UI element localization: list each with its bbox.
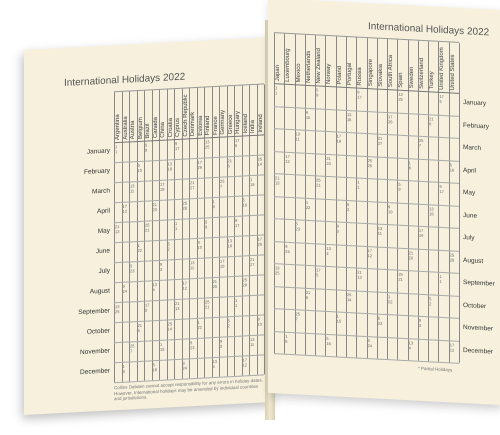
holiday-date-entry: 5 9 (205, 219, 208, 230)
left-page-title: International Holidays 2022 (64, 71, 186, 89)
month-label: February (83, 167, 110, 176)
country-header: Czech Republic (182, 94, 189, 137)
country-header: Hungary (235, 110, 241, 134)
month-label: January (463, 99, 487, 108)
holiday-date-entry: 5 23 (377, 315, 383, 326)
holiday-date-entry: 21 6 (227, 158, 232, 169)
holiday-date-entry: 5 16 (152, 362, 157, 373)
country-header: Poland (336, 65, 343, 85)
holiday-date-entry: 9 17 (357, 89, 362, 100)
right-page-title: International Holidays 2022 (368, 21, 490, 39)
country-header: Greece (227, 114, 234, 135)
country-header: Canada (152, 116, 159, 139)
holiday-date-entry: 17 19 (220, 258, 225, 269)
month-label: April (96, 207, 110, 216)
country-header: Cyprus (175, 117, 181, 138)
holiday-date-entry: 17 12 (449, 341, 455, 353)
holiday-date-entry: 9 24 (122, 283, 127, 294)
month-label: September (463, 279, 495, 288)
holiday-date-entry: 1 15 (160, 341, 165, 352)
month-label: October (463, 301, 487, 311)
country-header: New Zealand (316, 48, 323, 84)
month-label: November (80, 347, 110, 357)
month-label: April (463, 166, 477, 175)
holiday-date-entry: 1 1 (357, 179, 360, 190)
month-label: June (463, 211, 478, 220)
holiday-date-entry: 17 5 (439, 93, 444, 104)
country-header: Croatia (167, 117, 174, 138)
month-label: January (86, 147, 110, 156)
holiday-date-entry: 21 13 (175, 300, 180, 312)
right-holiday-grid (274, 32, 459, 363)
country-header: Norway (326, 63, 333, 85)
country-header: China (160, 121, 166, 138)
holiday-date-entry: 25 21 (205, 299, 210, 310)
country-header: Estonia (197, 115, 204, 136)
holiday-date-entry: 13 11 (190, 260, 195, 271)
holiday-date-entry: 17 12 (367, 247, 372, 258)
holiday-date-entry: 25 14 (167, 321, 172, 332)
holiday-date-entry: 9 3 (220, 338, 223, 349)
holiday-date-entry: 21 13 (115, 223, 120, 235)
holiday-date-entry: 5 16 (242, 197, 247, 208)
country-header: Turkey (429, 71, 436, 90)
right-footnote: * Partial Holidays (418, 365, 453, 373)
holiday-date-entry: 1 1 (235, 297, 238, 308)
holiday-date-entry: 21 27 (190, 180, 195, 191)
month-label: August (89, 287, 110, 296)
month-label: May (97, 227, 110, 236)
holiday-date-entry: 17 5 (316, 267, 321, 278)
holiday-date-entry: 1 8 (212, 199, 215, 210)
holiday-date-entry: 21 6 (305, 289, 311, 300)
holiday-date-entry: 21 20 (408, 249, 414, 260)
holiday-date-entry: 5 2 (227, 318, 230, 329)
holiday-date-entry: 17 19 (160, 181, 165, 192)
holiday-date-entry: 13 4 (212, 358, 217, 370)
holiday-date-entry: 13 25 (398, 91, 403, 102)
holiday-date-entry: 21 20 (326, 155, 331, 166)
holiday-date-entry: 9 10 (388, 203, 393, 214)
holiday-date-entry: 5 9 (316, 87, 319, 98)
holiday-date-entry: 13 4 (326, 245, 331, 256)
holiday-date-entry: 13 18 (227, 238, 232, 249)
holiday-date-entry: 25 14 (346, 291, 352, 302)
country-header: Mexico (295, 63, 302, 83)
country-header: United Kingdom (439, 47, 446, 91)
country-header: India (250, 119, 256, 134)
holiday-date-entry: 5 2 (429, 295, 432, 306)
holiday-date-entry: 5 16 (449, 161, 455, 173)
holiday-date-entry: 1 1 (275, 85, 278, 96)
holiday-date-entry: 5 2 (167, 241, 170, 252)
holiday-date-entry: 5 9 (398, 181, 401, 192)
holiday-date-entry: 17 26 (257, 236, 262, 247)
holiday-date-entry: 1 8 (285, 333, 288, 344)
holiday-date-entry: 25 14 (257, 156, 262, 167)
holiday-date-entry: 21 27 (250, 256, 255, 268)
country-header: Austria (130, 120, 136, 140)
holiday-date-entry: 9 3 (160, 261, 163, 272)
country-header: Portugal (346, 62, 353, 86)
holiday-date-entry: 5 16 (326, 335, 331, 346)
holiday-date-entry: 9 3 (336, 223, 339, 234)
country-header: Ireland (257, 114, 264, 133)
holiday-date-entry: 21 20 (152, 202, 157, 213)
holiday-date-entry: 17 19 (336, 133, 342, 144)
country-header: France (212, 116, 219, 136)
country-header: Denmark (190, 111, 196, 137)
holiday-date-entry: 25 21 (316, 177, 321, 188)
left-footnote: Collins Debden cannot accept responsibility for any errors in holiday dates. However, International holidays may be amended by individual countries and jurisdictions. (114, 377, 263, 402)
holiday-date-entry: 17 5 (145, 302, 150, 313)
holiday-date-entry: 9 10 (305, 109, 311, 120)
holiday-date-entry: 25 7 (130, 343, 135, 354)
holiday-date-entry: 9 24 (285, 243, 290, 254)
holiday-date-entry: 21 6 (429, 115, 434, 126)
holiday-date-entry: 9 10 (137, 162, 142, 174)
holiday-date-entry: 1 1 (115, 144, 118, 155)
holiday-date-entry: 25 7 (295, 311, 300, 322)
month-label: March (91, 187, 110, 196)
holiday-date-entry: 9 17 (235, 217, 240, 228)
holiday-date-entry: 25 7 (220, 178, 225, 189)
country-header: Luxembourg (285, 48, 292, 83)
holiday-date-entry: 21 20 (212, 278, 217, 290)
holiday-date-entry: 25 28 (182, 200, 187, 211)
country-header: Russia (357, 67, 364, 86)
holiday-date-entry: 13 11 (377, 225, 383, 236)
holiday-date-entry: 13 18 (167, 161, 172, 172)
country-header: Iceland (242, 113, 249, 134)
holiday-date-entry: 25 28 (449, 251, 455, 263)
month-label: June (95, 247, 110, 256)
holiday-date-entry: 1 8 (408, 159, 411, 170)
holiday-date-entry: 9 10 (197, 239, 202, 250)
holiday-date-entry: 13 25 (205, 139, 210, 150)
country-header: Switzerland (418, 57, 425, 90)
holiday-date-entry: 17 12 (182, 280, 187, 291)
holiday-date-entry: 5 23 (130, 263, 135, 274)
month-label: March (463, 144, 482, 153)
holiday-date-entry: 13 11 (295, 131, 300, 142)
month-label: August (463, 256, 484, 265)
holiday-date-entry: 13 25 (275, 265, 280, 276)
left-page (24, 37, 274, 415)
right-page (268, 0, 500, 405)
month-label: October (86, 327, 110, 336)
country-header: Brazil (145, 123, 151, 139)
holiday-date-entry: 25 21 (145, 222, 150, 233)
holiday-date-entry: 21 13 (275, 175, 280, 186)
holiday-date-entry: 9 10 (257, 316, 262, 327)
country-header: Singapore (367, 58, 374, 87)
holiday-date-entry: 17 19 (418, 227, 424, 238)
holiday-date-entry: 13 4 (408, 339, 414, 350)
country-header: Argentina (115, 114, 121, 141)
country-header: Finland (205, 115, 211, 136)
holiday-date-entry: 17 12 (242, 357, 247, 368)
holiday-date-entry: 17 12 (285, 153, 290, 164)
country-header: Sweden (408, 66, 415, 89)
holiday-date-entry: 1 1 (439, 273, 442, 284)
holiday-date-entry: 1 8 (122, 363, 125, 374)
country-header: Australia (122, 116, 129, 140)
holiday-date-entry: 13 4 (152, 282, 157, 293)
month-label: December (80, 367, 110, 377)
country-header: South Africa (388, 54, 395, 88)
left-holiday-grid (114, 83, 264, 382)
holiday-date-entry: 13 25 (115, 303, 120, 315)
month-label: December (463, 346, 493, 356)
country-header: Spain (398, 72, 405, 88)
holiday-date-entry: 13 18 (429, 205, 434, 217)
month-label: May (463, 189, 476, 197)
holiday-date-entry: 21 27 (377, 135, 383, 146)
holiday-date-entry: 9 3 (418, 317, 422, 328)
holiday-date-entry: 13 11 (250, 336, 255, 348)
holiday-date-entry: 25 28 (242, 277, 247, 288)
holiday-date-entry: 9 17 (439, 183, 444, 195)
holiday-date-entry: 17 26 (197, 159, 202, 170)
holiday-date-entry: 1 22 (137, 242, 142, 254)
holiday-date-entry: 17 5 (235, 137, 240, 148)
month-label: February (463, 121, 490, 131)
holiday-date-entry: 5 23 (190, 340, 195, 351)
holiday-date-entry: 25 21 (398, 271, 403, 282)
holiday-date-entry: 25 7 (418, 137, 424, 148)
holiday-date-entry: 9 24 (367, 337, 372, 348)
holiday-date-entry: 21 6 (137, 322, 142, 334)
holiday-date-entry: 1 22 (388, 293, 393, 304)
month-label: July (463, 234, 475, 242)
month-label: July (98, 267, 110, 276)
column-divider (459, 43, 460, 363)
holiday-date-entry: 5 2 (346, 201, 350, 212)
holiday-date-entry: 17 12 (122, 203, 127, 214)
holiday-date-entry: 9 24 (182, 360, 187, 371)
holiday-date-entry: 5 9 (145, 142, 148, 153)
month-label: September (78, 307, 110, 317)
holiday-date-entry: 1 1 (175, 220, 178, 232)
country-header: Belgium (137, 117, 144, 140)
holiday-date-entry: 1 22 (197, 319, 202, 330)
country-header: Japan (275, 64, 281, 82)
holiday-date-entry: 17 26 (388, 113, 393, 124)
holiday-date-entry: 13 18 (346, 111, 352, 122)
holiday-date-entry: 21 13 (357, 269, 362, 280)
country-header: Germany (220, 109, 226, 135)
holiday-date-entry: 1 22 (305, 199, 311, 210)
holiday-date-entry: 13 11 (130, 183, 135, 194)
country-header: Slovakia (377, 63, 384, 87)
holiday-date-entry: 25 28 (367, 157, 372, 168)
holiday-date-entry: 5 23 (295, 221, 300, 232)
country-header: United States (449, 54, 456, 91)
holiday-date-entry: 1 15 (250, 177, 255, 188)
holiday-date-entry: 9 17 (175, 140, 180, 152)
country-header: Netherlands (305, 50, 312, 84)
holiday-date-entry: 1 15 (336, 313, 342, 324)
month-label: November (463, 324, 493, 333)
